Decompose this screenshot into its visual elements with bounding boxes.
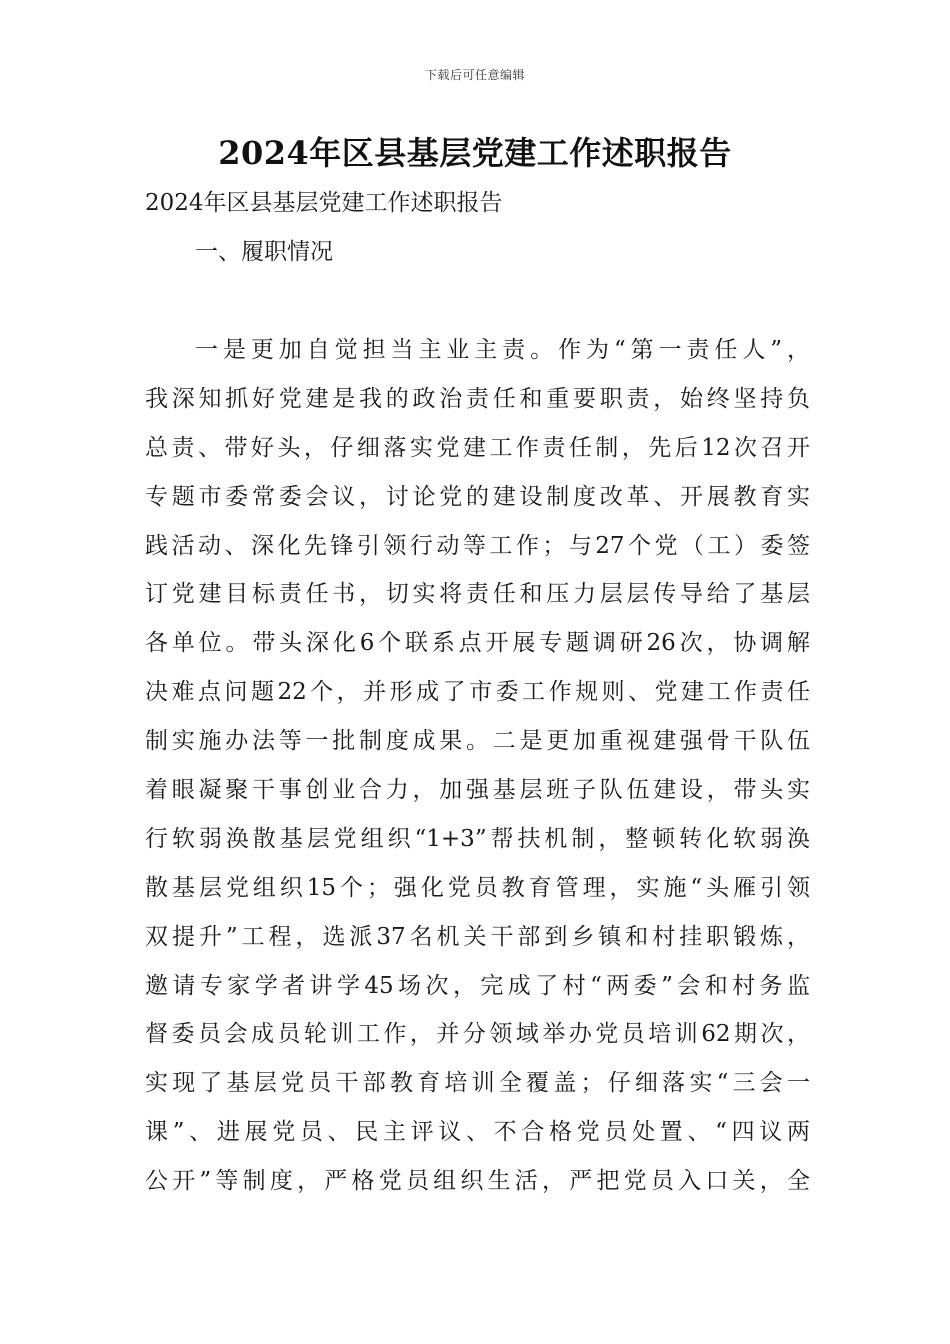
- document-title: 2024年区县基层党建工作述职报告: [218, 134, 732, 172]
- body-line: 实现了基层党员干部教育培训全覆盖；仔细落实“三会一: [145, 1070, 810, 1097]
- body-line: 专题市委常委会议，讨论党的建设制度改革、开展教育实: [145, 483, 810, 510]
- body-line: 行软弱涣散基层党组织“1+3”帮扶机制，整顿转化软弱涣: [145, 825, 810, 852]
- body-line: 着眼凝聚干事创业合力，加强基层班子队伍建设，带头实: [145, 777, 810, 804]
- body-line: 践活动、深化先锋引领行动等工作；与27个党（工）委签: [145, 532, 810, 559]
- body-line: 我深知抓好党建是我的政治责任和重要职责，始终坚持负: [145, 385, 810, 412]
- body-line: 各单位。带头深化6个联系点开展专题调研26次，协调解: [145, 630, 810, 657]
- body-line: 订党建目标责任书，切实将责任和压力层层传导给了基层: [145, 581, 810, 608]
- body-line: 制实施办法等一批制度成果。二是更加重视建强骨干队伍: [145, 728, 810, 755]
- header-note: 下载后可任意编辑: [424, 68, 525, 82]
- body-line: 散基层党组织15个；强化党员教育管理，实施“头雁引领: [145, 874, 810, 901]
- body-line: 总责、带好头，仔细落实党建工作责任制，先后12次召开: [145, 434, 810, 461]
- body-line: 公开”等制度，严格党员组织生活，严把党员入口关，全: [145, 1168, 810, 1195]
- body-line: 双提升”工程，选派37名机关干部到乡镇和村挂职锻炼，: [145, 923, 810, 950]
- document-subtitle: 2024年区县基层党建工作述职报告: [145, 190, 503, 216]
- body-paragraph: [145, 326, 810, 1206]
- body-line: 一是更加自觉担当主业主责。作为“第一责任人”，: [195, 337, 810, 363]
- body-line: 课”、进展党员、民主评议、不合格党员处置、“四议两: [145, 1119, 810, 1146]
- body-line: 督委员会成员轮训工作，并分领域举办党员培训62期次，: [145, 1021, 810, 1048]
- body-line: 决难点问题22个，并形成了市委工作规则、党建工作责任: [145, 679, 810, 706]
- section-heading: 一、履职情况: [195, 239, 333, 265]
- body-line: 邀请专家学者讲学45场次，完成了村“两委”会和村务监: [145, 972, 810, 999]
